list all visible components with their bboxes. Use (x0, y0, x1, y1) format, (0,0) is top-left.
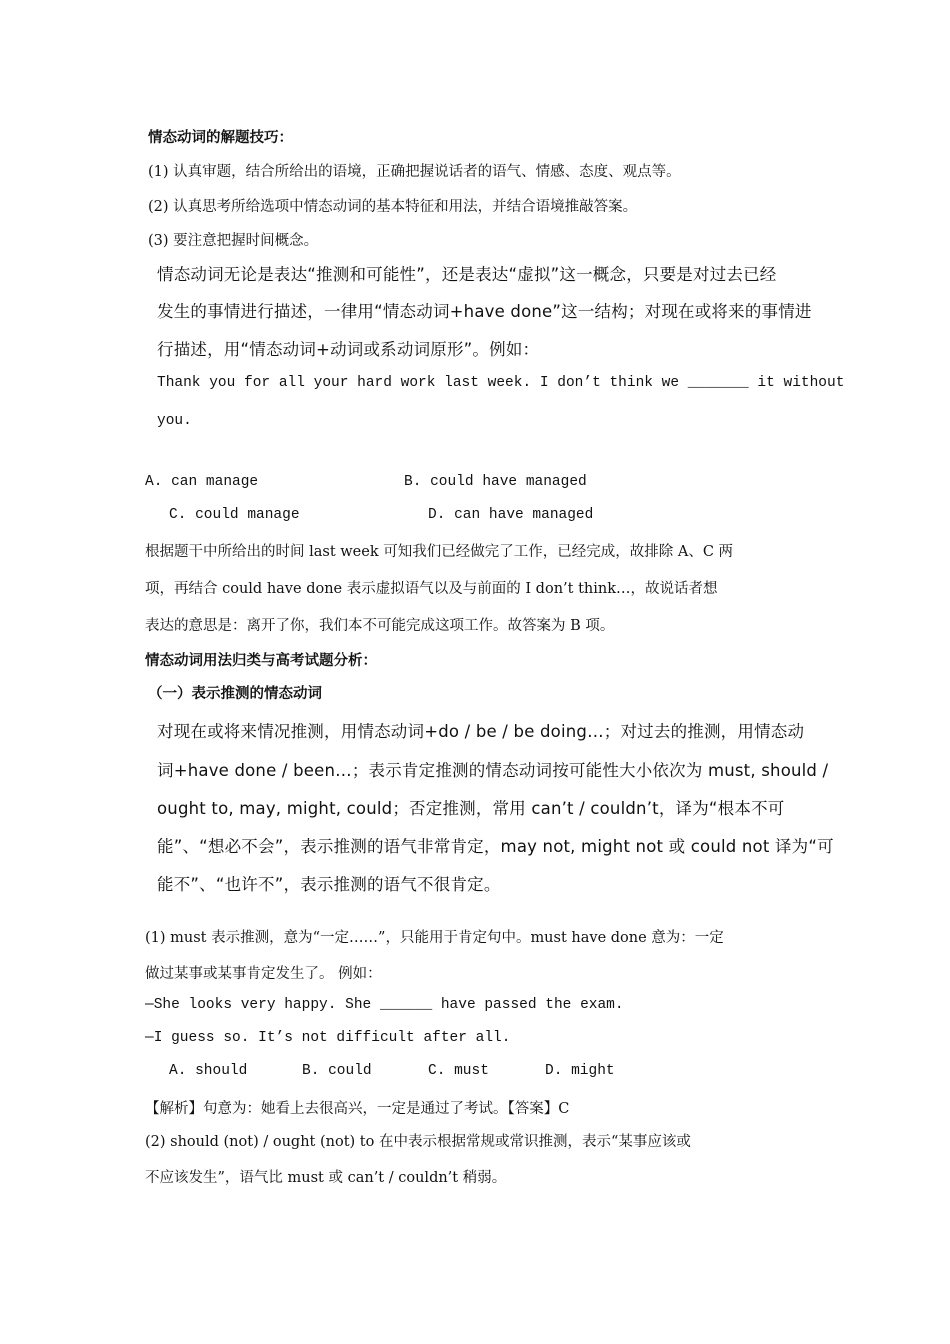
rule-block-line: 对现在或将来情况推测，用情态动词+do / be / be doing…；对过去的推测，用情态动 (157, 722, 805, 741)
must-explanation: 做过某事或某事肯定发生了。 例如： (145, 966, 382, 982)
option-a: A. can manage (145, 474, 259, 490)
option-c: C. must (428, 1063, 489, 1079)
rule-block-line: 能不”、“也许不”，表示推测的语气不很肯定。 (157, 875, 501, 894)
dialogue-line: —She looks very happy. She ______ have passed the exam. (145, 997, 624, 1013)
option-d: D. might (545, 1063, 615, 1079)
analysis-line: 项，再结合 could have done 表示虚拟语气以及与前面的 I don’t think…，故说话者想 (145, 581, 718, 597)
tip-item: (3) 要注意把握时间概念。 (148, 233, 319, 249)
example-block-line: 行描述，用“情态动词+动词或系动词原形”。例如： (157, 340, 540, 359)
dialogue-line: —I guess so. It’s not difficult after all. (145, 1030, 511, 1046)
rule-block-line: 能”、“想必不会”，表示推测的语气非常肯定，may not, might not 或 could not 译为“可 (157, 837, 834, 856)
example-block-line: 情态动词无论是表达“推测和可能性”，还是表达“虚拟”这一概念，只要是对过去已经 (157, 265, 777, 284)
option-c: C. could manage (169, 507, 300, 523)
tip-item: (1) 认真审题，结合所给出的语境，正确把握说话者的语气、情感、态度、观点等。 (148, 164, 681, 180)
analysis-line: 表达的意思是：离开了你，我们本不可能完成这项工作。故答案为 B 项。 (145, 618, 615, 634)
must-explanation: (1) must 表示推测，意为“一定……”，只能用于肯定句中。must have done 意为：一定 (145, 930, 724, 946)
section-heading: 情态动词的解题技巧： (148, 130, 293, 146)
rule-block-line: ought to, may, might, could；否定推测，常用 can’t / couldn’t，译为“根本不可 (157, 799, 785, 818)
option-b: B. could have managed (404, 474, 587, 490)
should-explanation: (2) should (not) / ought (not) to 在中表示根据常规或常识推测，表示“某事应该或 (145, 1134, 691, 1150)
tip-item: (2) 认真思考所给选项中情态动词的基本特征和用法，并结合语境推敲答案。 (148, 199, 638, 215)
option-a: A. should (169, 1063, 248, 1079)
option-d: D. can have managed (428, 507, 594, 523)
section-heading: 情态动词用法归类与高考试题分析： (145, 653, 377, 669)
example-sentence: Thank you for all your hard work last week. I don’t think we _______ it without (157, 375, 845, 391)
example-block-line: 发生的事情进行描述，一律用“情态动词+have done”这一结构；对现在或将来的事情进 (157, 302, 812, 321)
example-sentence: you. (157, 413, 192, 429)
rule-block-line: 词+have done / been…；表示肯定推测的情态动词按可能性大小依次为 must, should / (157, 761, 829, 780)
answer-line: 【解析】句意为：她看上去很高兴，一定是通过了考试。【答案】C (145, 1101, 570, 1117)
option-b: B. could (302, 1063, 372, 1079)
analysis-line: 根据题干中所给出的时间 last week 可知我们已经做完了工作，已经完成，故排除 A、C 两 (145, 544, 734, 560)
should-explanation: 不应该发生”，语气比 must 或 can’t / couldn’t 稍弱。 (145, 1170, 507, 1186)
sub-heading: （一）表示推测的情态动词 (148, 686, 322, 702)
